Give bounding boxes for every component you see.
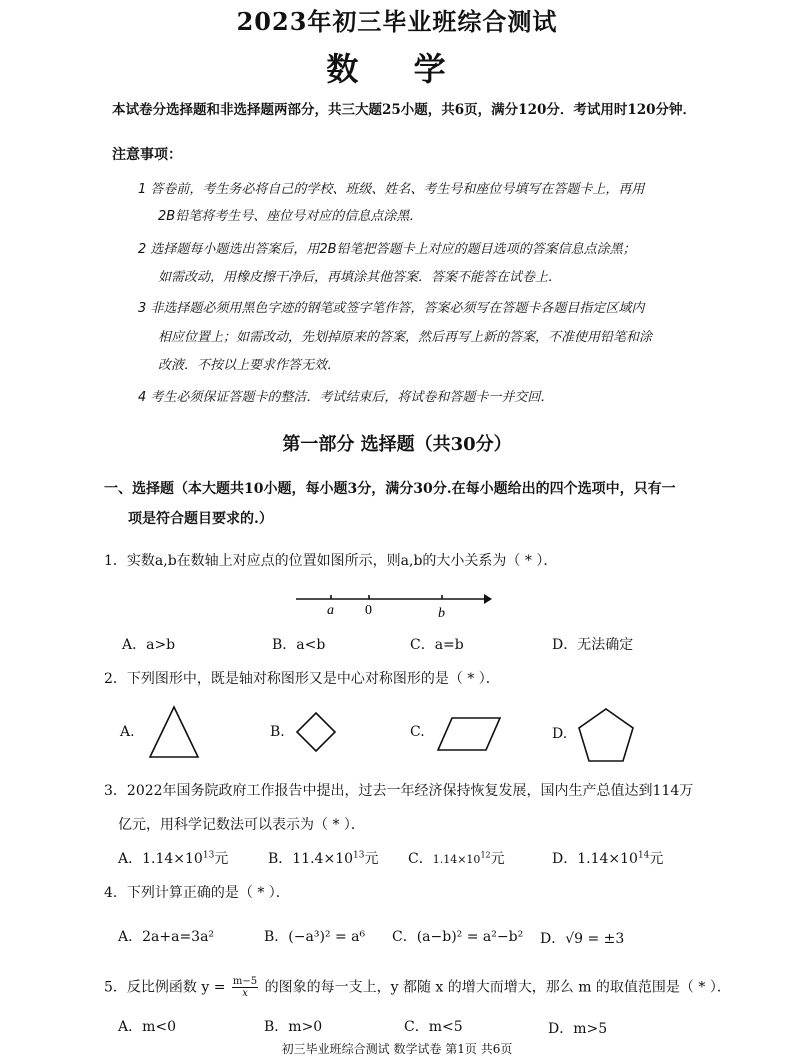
notice-line: 改液．不按以上要求作答无效． <box>158 358 341 373</box>
q2-option-c: C. <box>410 724 425 740</box>
exam-title: 2023年初三毕业班综合测试 <box>236 7 558 36</box>
q3-option-a-unit: 元 <box>214 851 229 867</box>
q3-option-c-exp: 12 <box>480 850 491 860</box>
triangle-shape <box>146 704 202 760</box>
label-zero: 0 <box>365 603 372 618</box>
notice-line: 如需改动，用橡皮擦干净后，再填涂其他答案．答案不能答在试卷上． <box>158 270 562 285</box>
q4-option-c: C．(a−b)² = a²−b² <box>392 929 524 945</box>
number-line-figure <box>290 584 500 624</box>
notice-line: 相应位置上；如需改动，先划掉原来的答案，然后再写上新的答案，不准使用铅笔和涂 <box>158 330 653 345</box>
q5-stem-prefix: 5．反比例函数 y = <box>104 979 226 996</box>
square-rotated-shape <box>294 710 338 754</box>
q5-option-c: C．m<5 <box>404 1019 463 1035</box>
q3-option-b-label: B． <box>268 851 293 867</box>
q1-option-a: A．a>b <box>122 637 176 653</box>
q5-stem-suffix: 的图象的每一支上，y 都随 x 的增大而增大，那么 m 的取值范围是（ * ）． <box>264 979 731 996</box>
part-title: 第一部分 选择题（共30分） <box>282 434 512 455</box>
number-line-arrow <box>484 594 492 604</box>
q2-option-b: B. <box>270 724 285 740</box>
q2-option-d: D. <box>552 726 568 742</box>
question-3-stem-cont: 亿元，用科学记数法可以表示为（ * ）． <box>118 817 365 833</box>
q5-option-d: D．m>5 <box>548 1021 608 1037</box>
q3-option-d-base: 1.14×10 <box>577 851 638 867</box>
notice-line: 4 考生必须保证答题卡的整洁．考试结束后，将试卷和答题卡一并交回． <box>138 390 554 405</box>
notice-heading: 注意事项： <box>112 147 182 163</box>
q3-option-a-label: A． <box>118 851 143 867</box>
q3-option-d-unit: 元 <box>649 851 664 867</box>
q3-option-a-base: 1.14×10 <box>142 851 203 867</box>
question-3-stem: 3．2022年国务院政府工作报告中提出，过去一年经济保持恢复发展，国内生产总值达到114万 <box>104 783 694 799</box>
q3-option-c <box>408 848 505 868</box>
pentagon-shape <box>576 706 636 766</box>
q3-option-b <box>268 848 378 868</box>
q3-option-d-exp: 14 <box>637 850 650 861</box>
q3-option-c-base: 1.14×10 <box>432 853 481 866</box>
q5-fraction-denominator: x <box>242 988 248 999</box>
question-1-stem: 1．实数a,b在数轴上对应点的位置如图所示，则a,b的大小关系为（ * ）． <box>104 553 558 569</box>
q5-option-b: B．m>0 <box>264 1019 323 1035</box>
section-instructions: 一、选择题（本大题共10小题，每小题3分，满分30分.在每小题给出的四个选项中，只有一 <box>104 481 676 497</box>
q3-option-b-base: 11.4×10 <box>292 851 354 867</box>
notice-line: 2B铅笔将考生号、座位号对应的信息点涂黑． <box>158 209 423 224</box>
q3-option-a <box>118 848 228 868</box>
label-a: a <box>327 603 334 618</box>
q5-fraction <box>232 976 258 999</box>
q3-option-c-unit: 元 <box>490 851 505 867</box>
q3-option-c-label: C． <box>408 851 433 867</box>
q4-option-d: D．√9 = ±3 <box>540 931 625 947</box>
q1-option-b: B．a<b <box>272 637 326 653</box>
question-2-stem: 2．下列图形中，既是轴对称图形又是中心对称图形的是（ * ）． <box>104 671 500 687</box>
subject-title: 数 学 <box>326 50 468 88</box>
label-b: b <box>438 606 445 621</box>
q1-option-d: D．无法确定 <box>552 637 634 653</box>
parallelogram-shape <box>434 714 504 754</box>
q5-option-a: A．m<0 <box>118 1019 177 1035</box>
question-5-stem <box>104 976 731 999</box>
notice-line: 2 选择题每小题选出答案后，用2B铅笔把答题卡上对应的题目选项的答案信息点涂黑； <box>138 242 636 257</box>
q1-option-c: C．a=b <box>410 637 464 653</box>
notice-line: 3 非选择题必须用黑色字迹的钢笔或签字笔作答，答案必须写在答题卡各题目指定区域内 <box>138 301 645 316</box>
notice-line: 1 答卷前，考生务必将自己的学校、班级、姓名、考生号和座位号填写在答题卡上，再用 <box>138 182 645 197</box>
q3-option-a-exp: 13 <box>202 850 215 861</box>
section-instructions-cont: 项是符合题目要求的.） <box>128 511 273 527</box>
q3-option-b-exp: 13 <box>353 850 365 861</box>
q3-option-b-unit: 元 <box>364 851 379 867</box>
page-footer: 初三毕业班综合测试 数学试卷 第1页 共6页 <box>281 1042 513 1056</box>
q4-option-a: A．2a+a=3a² <box>118 929 215 945</box>
q3-option-d-label: D． <box>552 851 578 867</box>
question-4-stem: 4．下列计算正确的是（ * ）． <box>104 885 290 901</box>
q5-fraction-numerator: m−5 <box>232 976 258 987</box>
q3-option-d <box>552 848 663 868</box>
exam-intro: 本试卷分选择题和非选择题两部分，共三大题25小题，共6页，满分120分．考试用时120分钟． <box>112 102 697 118</box>
q2-option-a: A. <box>120 724 135 740</box>
q4-option-b: B．(−a³)² = a⁶ <box>264 929 366 945</box>
